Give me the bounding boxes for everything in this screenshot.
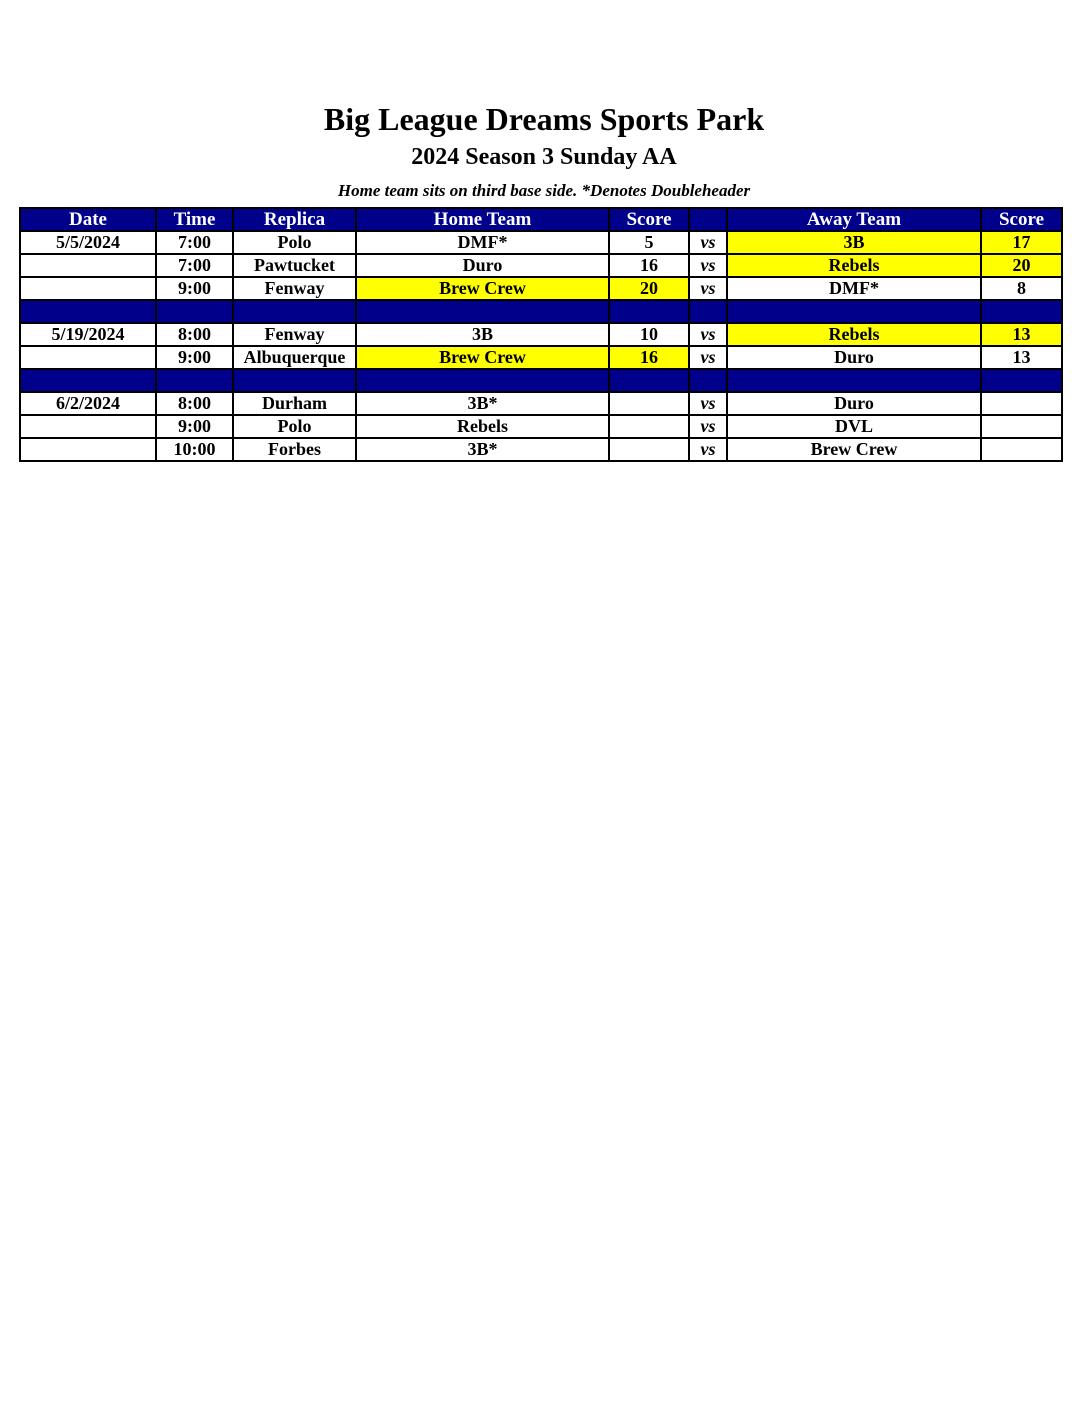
home-score-cell: [609, 438, 689, 461]
separator-cell: [689, 300, 727, 323]
time-cell: 10:00: [156, 438, 233, 461]
away-score-cell: 20: [981, 254, 1062, 277]
separator-cell: [689, 369, 727, 392]
home-score-cell: [609, 415, 689, 438]
vs-label: vs: [689, 254, 727, 277]
away-score-cell: 13: [981, 346, 1062, 369]
home-score-cell: 5: [609, 231, 689, 254]
time-cell: 9:00: [156, 415, 233, 438]
away-team-cell: Duro: [727, 346, 981, 369]
vs-label: vs: [689, 323, 727, 346]
date-cell: [20, 346, 156, 369]
home-team-cell: DMF*: [356, 231, 609, 254]
col-header-vs: [689, 208, 727, 231]
replica-cell: Pawtucket: [233, 254, 356, 277]
away-team-cell: DMF*: [727, 277, 981, 300]
separator-cell: [156, 300, 233, 323]
away-team-cell: Duro: [727, 392, 981, 415]
replica-cell: Forbes: [233, 438, 356, 461]
date-cell: 5/19/2024: [20, 323, 156, 346]
time-cell: 7:00: [156, 231, 233, 254]
date-separator-row: [20, 369, 1062, 392]
separator-cell: [356, 369, 609, 392]
col-header-away-score: Score: [981, 208, 1062, 231]
col-header-replica: Replica: [233, 208, 356, 231]
away-team-cell: Rebels: [727, 323, 981, 346]
replica-cell: Fenway: [233, 323, 356, 346]
time-cell: 7:00: [156, 254, 233, 277]
page-subtitle: 2024 Season 3 Sunday AA: [411, 144, 677, 170]
table-header-row: [20, 208, 1062, 231]
table-row: [20, 323, 1062, 346]
vs-label: vs: [689, 438, 727, 461]
separator-cell: [981, 369, 1062, 392]
vs-label: vs: [689, 392, 727, 415]
page-title: Big League Dreams Sports Park: [323, 101, 765, 137]
vs-label: vs: [689, 415, 727, 438]
col-header-date: Date: [20, 208, 156, 231]
date-cell: 6/2/2024: [20, 392, 156, 415]
time-cell: 9:00: [156, 277, 233, 300]
date-cell: [20, 438, 156, 461]
replica-cell: Durham: [233, 392, 356, 415]
home-team-cell: 3B*: [356, 438, 609, 461]
home-score-cell: 10: [609, 323, 689, 346]
date-cell: 5/5/2024: [20, 231, 156, 254]
table-row: [20, 254, 1062, 277]
separator-cell: [20, 300, 156, 323]
separator-cell: [981, 300, 1062, 323]
away-team-cell: DVL: [727, 415, 981, 438]
date-cell: [20, 277, 156, 300]
away-team-cell: Brew Crew: [727, 438, 981, 461]
replica-cell: Albuquerque: [233, 346, 356, 369]
home-score-cell: 16: [609, 254, 689, 277]
away-score-cell: [981, 415, 1062, 438]
home-score-cell: 20: [609, 277, 689, 300]
away-score-cell: 17: [981, 231, 1062, 254]
date-separator-row: [20, 300, 1062, 323]
home-team-cell: Rebels: [356, 415, 609, 438]
home-team-cell: 3B: [356, 323, 609, 346]
time-cell: 8:00: [156, 323, 233, 346]
time-cell: 8:00: [156, 392, 233, 415]
col-header-home-score: Score: [609, 208, 689, 231]
date-cell: [20, 254, 156, 277]
schedule-table: [19, 207, 1063, 462]
schedule-note: Home team sits on third base side. *Denotes Doubleheader: [337, 181, 751, 200]
table-row: [20, 438, 1062, 461]
table-row: [20, 346, 1062, 369]
away-score-cell: [981, 392, 1062, 415]
home-team-cell: 3B*: [356, 392, 609, 415]
vs-label: vs: [689, 277, 727, 300]
separator-cell: [727, 369, 981, 392]
separator-cell: [233, 300, 356, 323]
table-row: [20, 231, 1062, 254]
home-score-cell: 16: [609, 346, 689, 369]
away-score-cell: [981, 438, 1062, 461]
col-header-home-team: Home Team: [356, 208, 609, 231]
vs-label: vs: [689, 346, 727, 369]
away-team-cell: 3B: [727, 231, 981, 254]
away-team-cell: Rebels: [727, 254, 981, 277]
time-cell: 9:00: [156, 346, 233, 369]
table-row: [20, 392, 1062, 415]
away-score-cell: 13: [981, 323, 1062, 346]
home-team-cell: Duro: [356, 254, 609, 277]
separator-cell: [20, 369, 156, 392]
date-cell: [20, 415, 156, 438]
home-score-cell: [609, 392, 689, 415]
col-header-time: Time: [156, 208, 233, 231]
table-row: [20, 277, 1062, 300]
separator-cell: [609, 369, 689, 392]
separator-cell: [233, 369, 356, 392]
table-row: [20, 415, 1062, 438]
separator-cell: [609, 300, 689, 323]
away-score-cell: 8: [981, 277, 1062, 300]
separator-cell: [156, 369, 233, 392]
replica-cell: Polo: [233, 231, 356, 254]
home-team-cell: Brew Crew: [356, 277, 609, 300]
replica-cell: Polo: [233, 415, 356, 438]
col-header-away-team: Away Team: [727, 208, 981, 231]
vs-label: vs: [689, 231, 727, 254]
replica-cell: Fenway: [233, 277, 356, 300]
separator-cell: [356, 300, 609, 323]
separator-cell: [727, 300, 981, 323]
home-team-cell: Brew Crew: [356, 346, 609, 369]
